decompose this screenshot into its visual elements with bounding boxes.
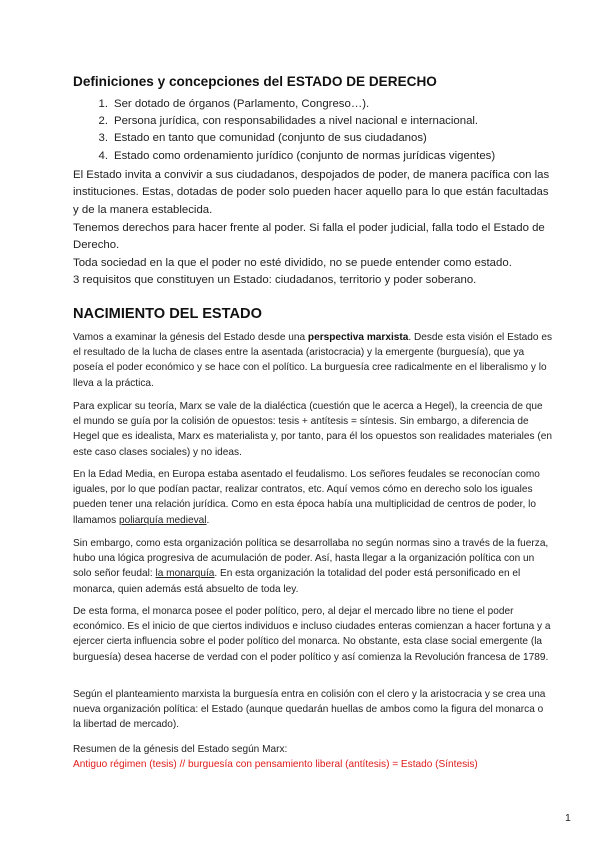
paragraph-line: Tenemos derechos para hacer frente al poder. Si falla el poder judicial, falla todo el Estado de Derecho. — [73, 222, 545, 252]
list-item: 4. Estado como ordenamiento jurídico (conjunto de normas jurídicas vigentes) — [98, 149, 496, 162]
list-item: 2. Persona jurídica, con responsabilidades a nivel nacional e internacional. — [98, 115, 479, 128]
paragraph-edad-media: En la Edad Media, en Europa estaba asentado el feudalismo. Los señores feudales se reconocían como iguales, por lo que podían pactar, realizar contratos, etc. Aquí vemos cómo en derecho solo los iguales pueden tener una relación jurídica. Como en esta época había una multiplicidad de centros de poder, lo llamamos poliarquía medieval. — [73, 469, 540, 526]
page-number: 1 — [565, 812, 571, 824]
definitions-list — [72, 96, 495, 165]
paragraph-marxista: Vamos a examinar la génesis del Estado desde una perspectiva marxista. Desde esta visión el Estado es el resultado de la lucha de clases entre la asentada (aristocracia) y la emergente (burguesía), que ya poseía el poder económico y se hace con el político. La burguesía cree radicalmente en el liberalismo y lo lleva a la práctica. — [73, 332, 552, 389]
list-item: 3. Estado en tanto que comunidad (conjunto de sus ciudadanos) — [98, 132, 427, 145]
bold-term: perspectiva marxista — [307, 332, 409, 343]
underlined-term: poliarquía medieval — [119, 514, 207, 526]
summary-block — [73, 742, 553, 772]
paragraph-colision: Según el planteamiento marxista la burguesía entra en colisión con el clero y la aristocracia y se crea una nueva organización política: el Estado (aunque quedarán huellas de ambos como la figura del monarca o la libertad de mercado). — [73, 689, 546, 731]
paragraph-estado-convivir: El Estado invita a convivir a sus ciudadanos, despojados de poder, de manera pacífica con las instituciones. Estas, dotadas de poder solo pueden hacer aquello para lo que están facultadas y de la manera establecida. — [73, 169, 550, 216]
summary-formula: Antiguo régimen (tesis) // burguesía con pensamiento liberal (antítesis) = Estado (Síntesis) — [73, 759, 478, 771]
section-heading-estado-de-derecho: Definiciones y concepciones del ESTADO DE DERECHO — [73, 74, 437, 89]
paragraph-monarca-poder: De esta forma, el monarca posee el poder político, pero, al dejar el mercado libre no tiene el poder económico. Es el inicio de que ciertos individuos e incluso ciudades enteras comienzan a hacer fortuna y a ejercer cierta influencia sobre el poder político del monarca. No obstante, esta clase social emergente (la burguesía) desea hacerse de verdad con el poder político y así comienza la Revolución francesa de 1789. — [73, 606, 551, 663]
paragraph-dialectica: Para explicar su teoría, Marx se vale de la dialéctica (cuestión que le acerca a Hegel), la creencia de que el mundo se guía por la colisión de opuestos: tesis + antítesis = síntesis. Sin embargo, a diferencia de Hegel que es idealista, Marx es materialista y, por tanto, para él los opuestos son realidades materiales (en este caso clases sociales) y no ideas. — [73, 401, 552, 458]
paragraph-line: Toda sociedad en la que el poder no esté dividido, no se puede entender como estado. — [73, 256, 512, 269]
paragraph-derechos — [73, 220, 553, 290]
paragraph-line: 3 requisitos que constituyen un Estado: ciudadanos, territorio y poder soberano. — [73, 274, 477, 287]
underlined-term: la monarquía — [155, 568, 215, 580]
list-item: 1. Ser dotado de órganos (Parlamento, Congreso…). — [98, 98, 370, 110]
paragraph-monarquia: Sin embargo, como esta organización política se desarrollaba no según normas sino a través de la fuerza, hubo una lógica progresiva de acumulación de poder. Así, hasta llegar a la organización política con un solo señor feudal: la monarquía. En esta organización la totalidad del poder está personificado en el monarca, quien además está absuelto de toda ley. — [73, 538, 549, 595]
summary-label: Resumen de la génesis del Estado según Marx: — [73, 744, 288, 755]
section-heading-nacimiento: NACIMIENTO DEL ESTADO — [73, 306, 262, 322]
